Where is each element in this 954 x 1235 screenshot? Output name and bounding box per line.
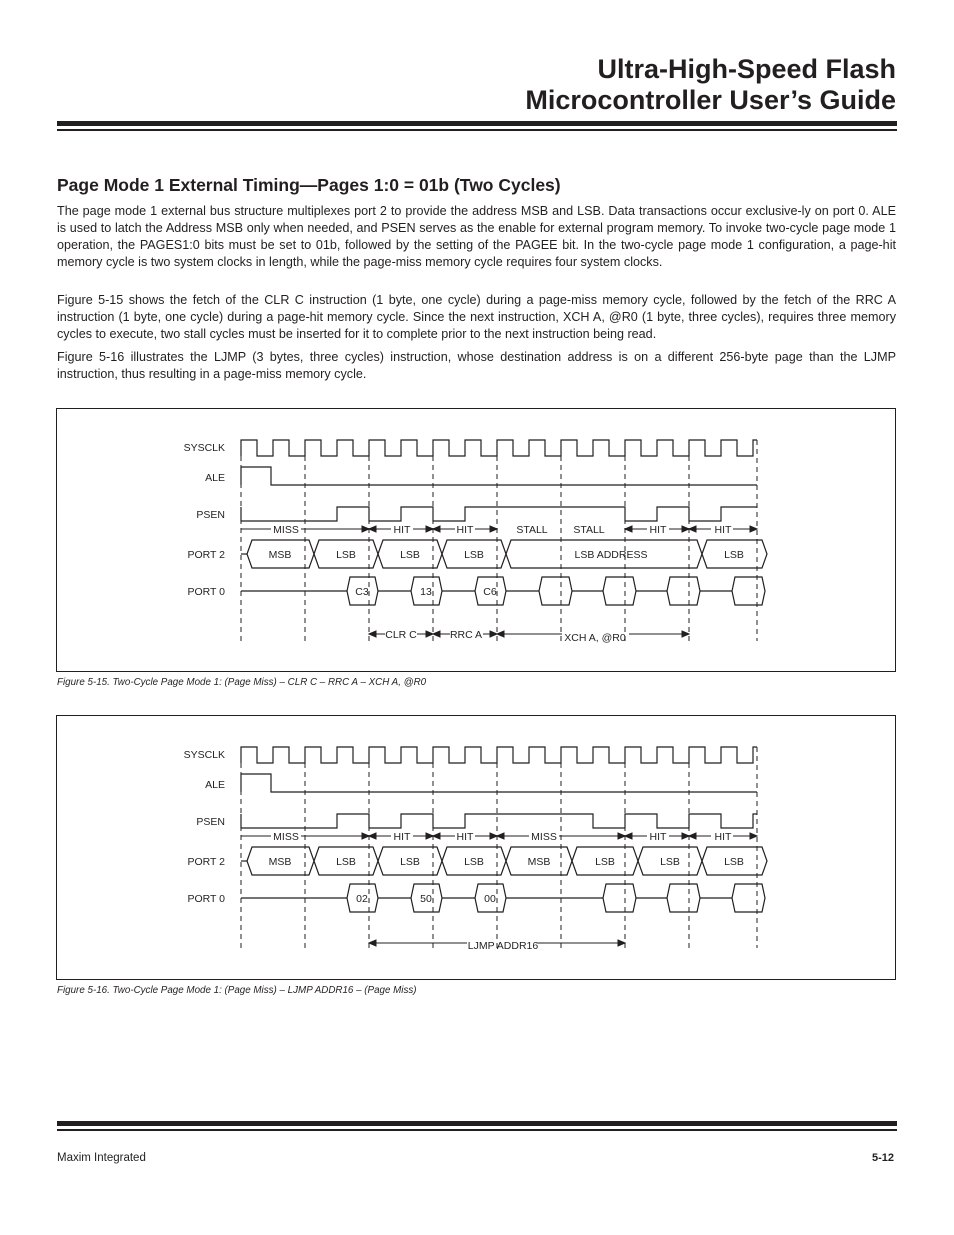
header-rule-thick — [57, 121, 897, 126]
signal-label-port2: PORT 2 — [187, 856, 225, 868]
port2-value: LSB — [724, 549, 744, 561]
instruction-label: XCH A, @R0 — [564, 632, 626, 644]
signal-label-port2: PORT 2 — [187, 549, 225, 561]
document-title — [525, 54, 896, 116]
port2-value: LSB — [336, 856, 356, 868]
port2-value: MSB — [268, 549, 292, 561]
timing-diagram-5-15 — [57, 409, 897, 673]
signal-label-ale: ALE — [205, 472, 225, 484]
title-line-2: Microcontroller User’s Guide — [525, 85, 896, 115]
figure-caption-5-16: Figure 5-16. Two-Cycle Page Mode 1: (Page Miss) – LJMP ADDR16 – (Page Miss) — [57, 985, 417, 996]
port2-value: LSB — [595, 856, 615, 868]
sysclk-waveform — [241, 440, 757, 456]
cycle-label: HIT — [456, 524, 474, 536]
cycle-label: MISS — [273, 524, 299, 536]
cycle-label: HIT — [714, 831, 732, 843]
footer-rule-thin — [57, 1129, 897, 1131]
cycle-label: STALL — [516, 524, 548, 536]
signal-label-psen: PSEN — [196, 509, 225, 521]
psen-waveform — [241, 507, 757, 521]
port2-value: LSB — [464, 549, 484, 561]
section-heading: Page Mode 1 External Timing—Pages 1:0 = 01b (Two Cycles) — [57, 175, 561, 195]
figure-5-16 — [56, 715, 896, 980]
port0-slot-6 — [732, 884, 765, 912]
cycle-label: HIT — [393, 524, 411, 536]
port2-value: LSB — [464, 856, 484, 868]
cycle-label: STALL — [573, 524, 605, 536]
port0-value: 50 — [420, 893, 432, 905]
port2-value: LSB — [724, 856, 744, 868]
header-rule-thin — [57, 129, 897, 131]
cycle-label: HIT — [456, 831, 474, 843]
sysclk-waveform — [241, 747, 757, 763]
figure-caption-5-15: Figure 5-15. Two-Cycle Page Mode 1: (Page Miss) – CLR C – RRC A – XCH A, @R0 — [57, 677, 427, 688]
port0-slot-4 — [603, 884, 636, 912]
port0-value: 00 — [484, 893, 496, 905]
port2-value: LSB — [660, 856, 680, 868]
instruction-label: RRC A — [449, 629, 483, 641]
port2-value: MSB — [268, 856, 292, 868]
port0-slot-7 — [732, 577, 765, 605]
port2-value: LSB — [400, 856, 420, 868]
signal-label-port0: PORT 0 — [187, 586, 225, 598]
port0-value: 02 — [356, 893, 368, 905]
cycle-label: HIT — [393, 831, 411, 843]
paragraph-1: The page mode 1 external bus structure multiplexes port 2 to provide the address MSB and LSB. Data transactions occur exclusive-ly on port 0. ALE is used to latch the Address MSB only when needed, and PSEN serves as the enable for external program memory. To invoke two-cycle page mode 1 operation, the PAGES1:0 bits must be set to 01b, followed by the setting of the PAGEE bit. In the two-cycle page mode 1 configuration, a page-hit memory cycle is two system clocks in length, while the page-miss memory cycle requires four system clocks. — [57, 204, 896, 269]
paragraph-2: Figure 5-15 shows the fetch of the CLR C instruction (1 byte, one cycle) during a page-miss memory cycle, followed by the fetch of the RRC A instruction (1 byte, one cycle) during a page-hit memory cycle. Since the next instruction, XCH A, @R0 (1 byte, three cycles), requires three memory cycles to execute, two stall cycles must be inserted for it to complete prior to the next instruction being read. — [57, 293, 896, 341]
port2-value: LSB — [336, 549, 356, 561]
figure-5-15 — [56, 408, 896, 672]
port2-value: LSB ADDRESS — [574, 549, 648, 561]
port2-value: MSB — [527, 856, 551, 868]
ale-waveform — [241, 467, 757, 485]
footer-rule-thick — [57, 1121, 897, 1126]
signal-label-ale: ALE — [205, 779, 225, 791]
port0-slot-5 — [603, 577, 636, 605]
cycle-label: HIT — [649, 524, 667, 536]
cycle-label: HIT — [649, 831, 667, 843]
signal-label-sysclk: SYSCLK — [183, 442, 225, 454]
cycle-label: MISS — [273, 831, 299, 843]
instruction-label: LJMP ADDR16 — [467, 940, 539, 952]
port0-slot-5 — [667, 884, 700, 912]
cycle-label: HIT — [714, 524, 732, 536]
footer-page-number: 5-12 — [871, 1152, 894, 1164]
signal-label-sysclk: SYSCLK — [183, 749, 225, 761]
port0-slot-6 — [667, 577, 700, 605]
signal-label-port0: PORT 0 — [187, 893, 225, 905]
cycle-label: MISS — [531, 831, 557, 843]
footer-company: Maxim Integrated — [57, 1152, 146, 1164]
port0-value: 13 — [420, 586, 432, 598]
port0-value: C6 — [483, 586, 497, 598]
title-line-1: Ultra-High-Speed Flash — [597, 54, 896, 84]
instruction-label: CLR C — [385, 629, 417, 641]
timing-diagram-5-16 — [57, 716, 897, 981]
paragraph-3: Figure 5-16 illustrates the LJMP (3 bytes, three cycles) instruction, whose destination address is on a different 256-byte page than the LJMP instruction, thus resulting in a page-miss memory cycle. — [57, 350, 896, 381]
port0-value: C3 — [355, 586, 369, 598]
port0-slot-4 — [539, 577, 572, 605]
psen-waveform — [241, 814, 757, 828]
signal-label-psen: PSEN — [196, 816, 225, 828]
ale-waveform — [241, 774, 757, 792]
port2-value: LSB — [400, 549, 420, 561]
